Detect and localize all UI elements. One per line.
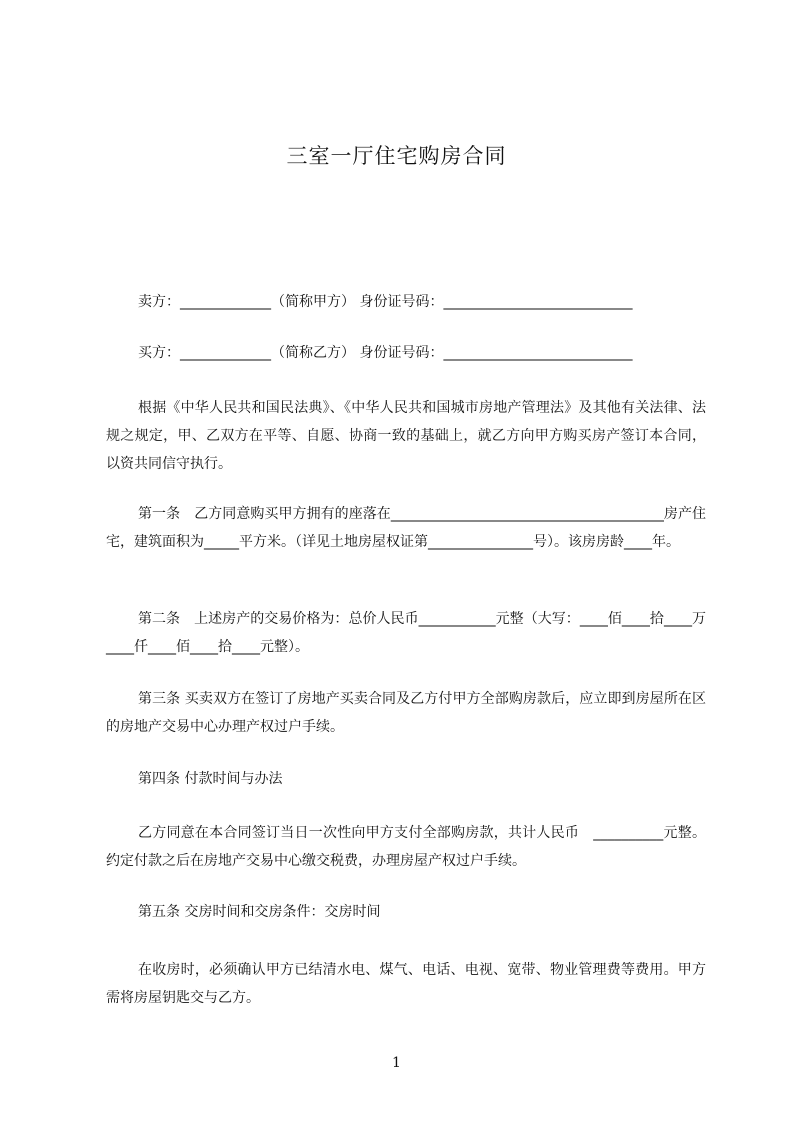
seller-line: 卖方：_____________（简称甲方） 身份证号码：___________________________: [138, 294, 633, 310]
buyer-line: 买方：_____________（简称乙方） 身份证号码：___________________________: [138, 345, 633, 361]
article-5-heading: 第五条 交房时间和交房条件：交房时间: [138, 904, 381, 920]
article-3-paragraph: 第三条 买卖双方在签订了房地产买卖合同及乙方付甲方全部购房款后，应立即到房屋所在区的房地产交易中心办理产权过户手续。: [106, 691, 706, 735]
article-2-paragraph: 第二条 上述房产的交易价格为：总价人民币___________元整（大写：____佰____拾____万____仟____佰____拾____元整）。: [106, 611, 706, 655]
article-5-body: 在收房时，必须确认甲方已结清水电、煤气、电话、电视、宽带、物业管理费等费用。甲方需将房屋钥匙交与乙方。: [106, 962, 706, 1006]
page-number: 1: [392, 1055, 401, 1071]
article-1-paragraph: 第一条 乙方同意购买甲方拥有的座落在_______________________________________房产住宅，建筑面积为_____平方米。（详见土地房屋权证第_______________号）。该房房龄____年。: [106, 506, 706, 550]
preamble-paragraph: 根据《中华人民共和国民法典》、《中华人民共和国城市房地产管理法》及其他有关法律、法规之规定，甲、乙双方在平等、自愿、协商一致的基础上，就乙方向甲方购买房产签订本合同，以资共同信守执行。: [106, 400, 706, 472]
article-4-body: 乙方同意在本合同签订当日一次性向甲方支付全部购房款，共计人民币 __________元整。约定付款之后在房地产交易中心缴交税费，办理房屋产权过户手续。: [106, 825, 706, 869]
document-title: 三室一厅住宅购房合同: [286, 144, 507, 168]
article-4-heading: 第四条 付款时间与办法: [138, 771, 283, 787]
